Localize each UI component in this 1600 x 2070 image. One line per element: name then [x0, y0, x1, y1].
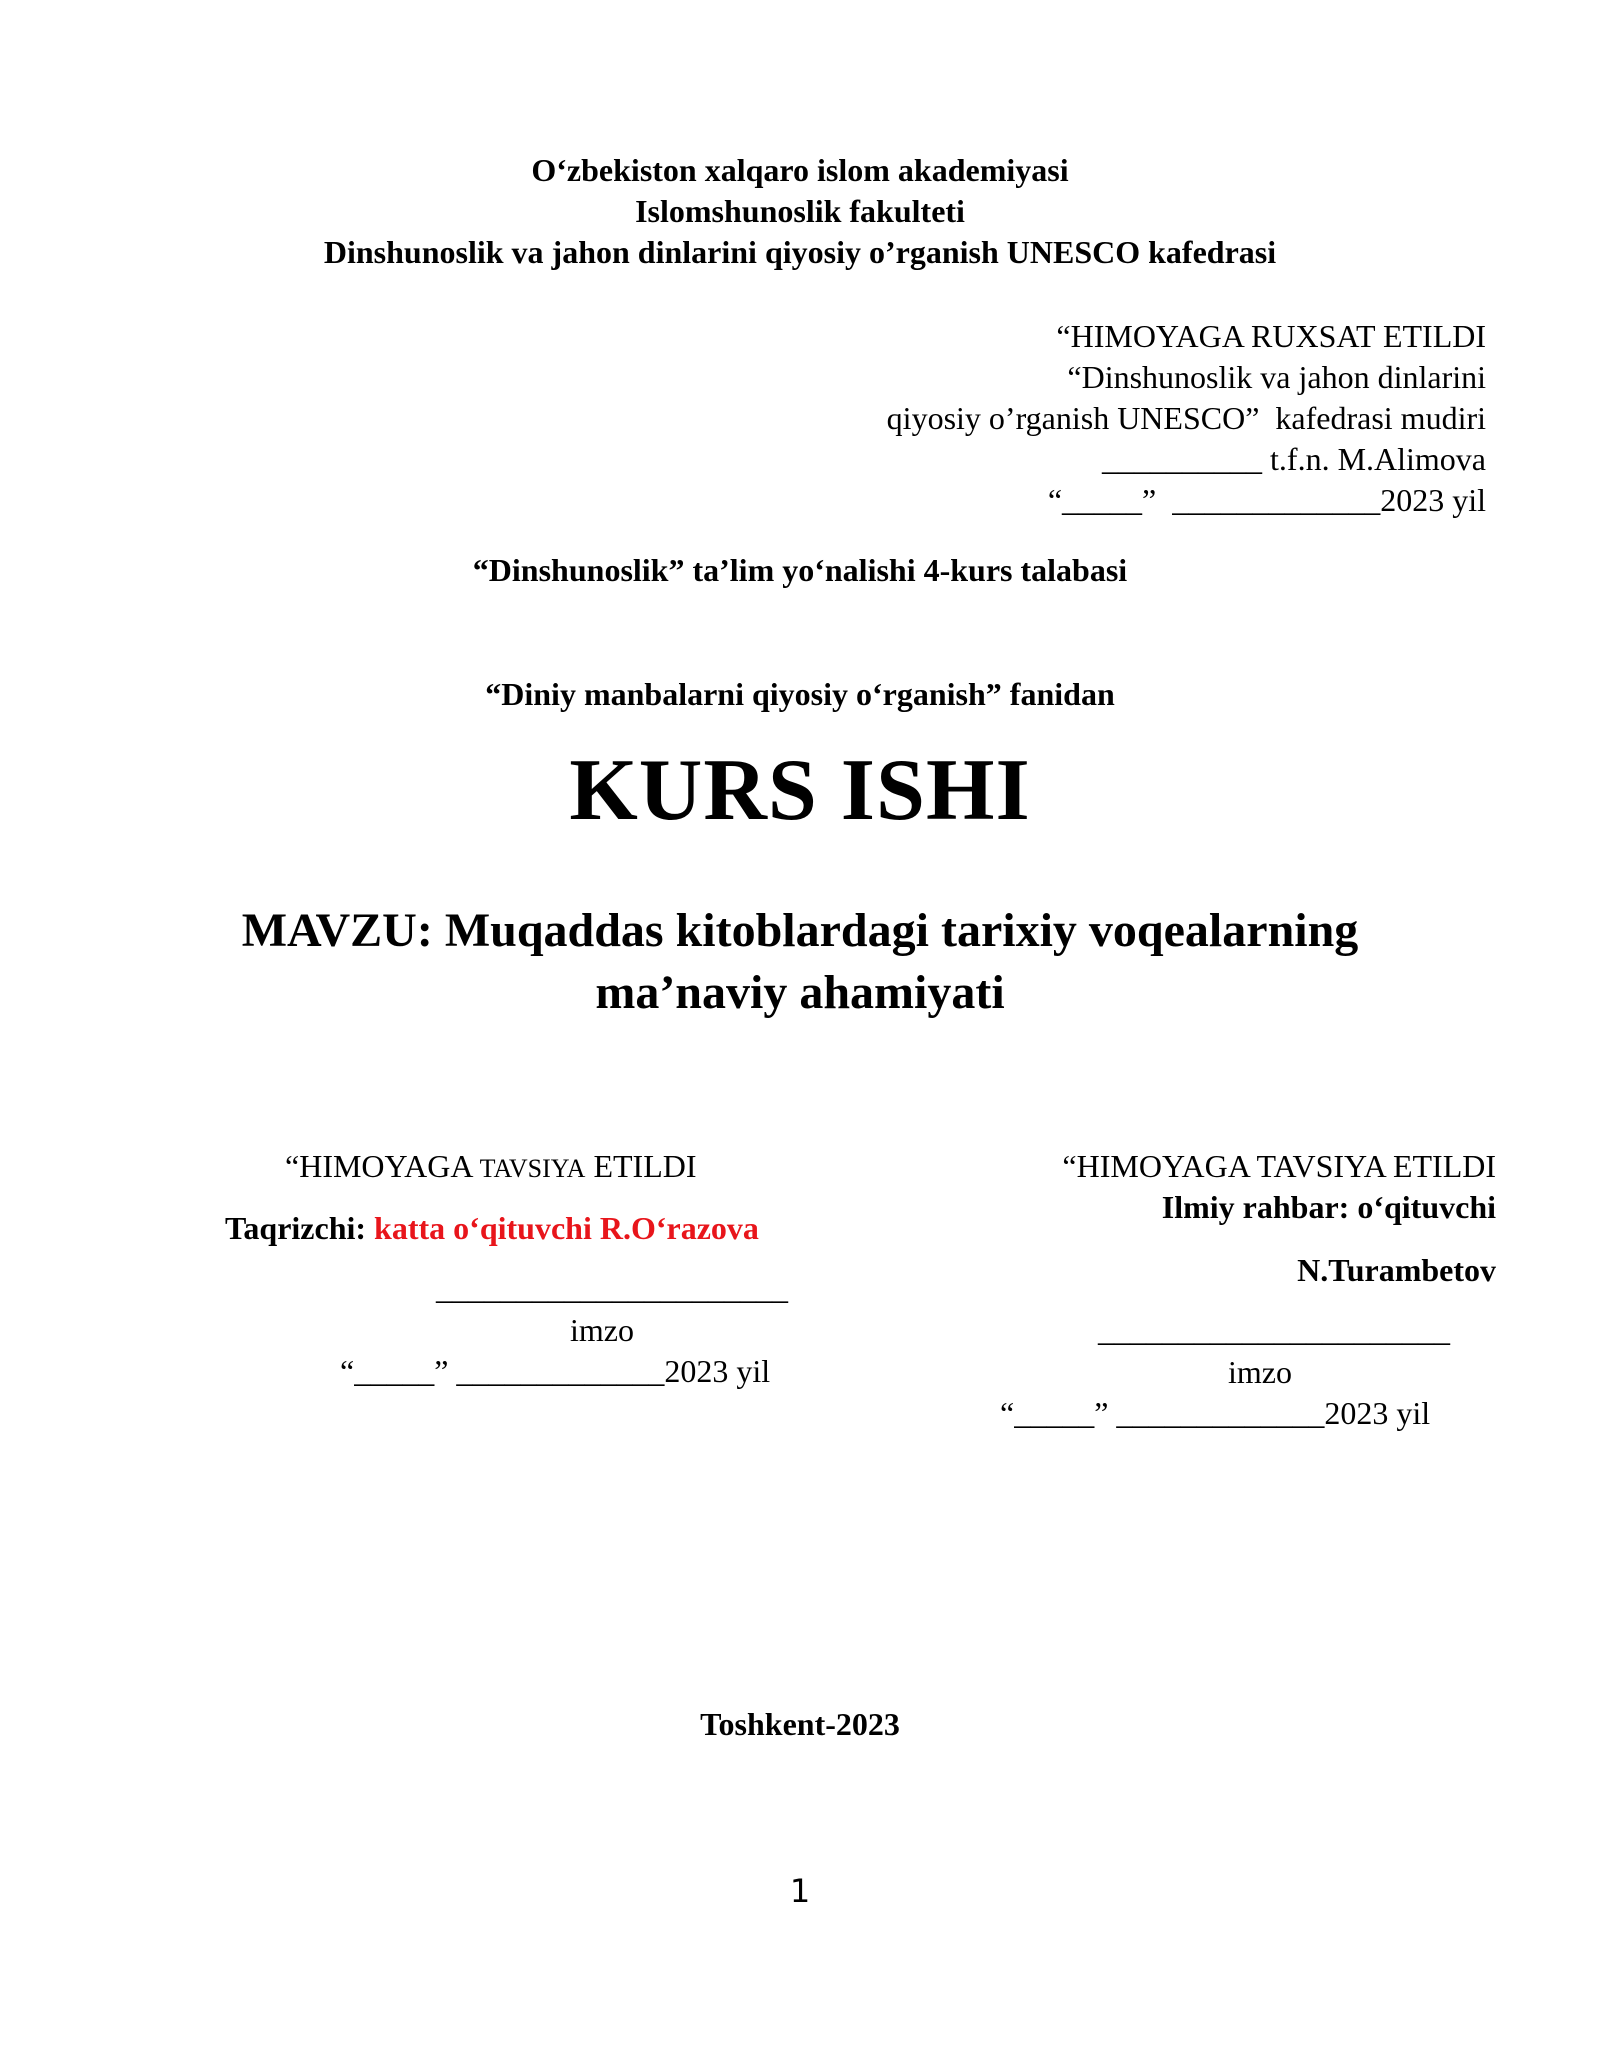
approval-signature-name: __________ t.f.n. M.Alimova — [1102, 441, 1486, 477]
institution-name: O‘zbekiston xalqaro islom akademiyasi — [531, 152, 1069, 188]
left-heading-part-a: “HIMOYAGA — [285, 1148, 480, 1184]
left-signature-line: ______________________ — [436, 1270, 788, 1306]
topic-line-2: ma’naviy ahamiyati — [595, 966, 1005, 1019]
reviewer-name: katta o‘qituvchi R.O‘razova — [374, 1210, 759, 1246]
left-recommend-heading — [285, 1146, 697, 1189]
left-date-line: “_____” _____________2023 yil — [340, 1353, 771, 1389]
right-signature-line: ______________________ — [1098, 1312, 1450, 1348]
topic-line-1: MAVZU: Muqaddas kitoblardagi tarixiy voqealarning — [241, 904, 1359, 957]
document-title: KURS ISHI — [569, 742, 1031, 839]
page-number: 1 — [789, 1872, 811, 1910]
department-name: Dinshunoslik va jahon dinlarini qiyosiy o’rganish UNESCO kafedrasi — [323, 234, 1277, 270]
approval-date: “_____” _____________2023 yil — [1047, 482, 1486, 518]
left-heading-part-c: ETILDI — [585, 1148, 697, 1184]
approval-block — [686, 316, 1486, 521]
reviewer-line — [225, 1208, 759, 1249]
supervisor-title: Ilmiy rahbar: o‘qituvchi — [1161, 1189, 1496, 1225]
left-heading-part-b: TAVSIYA — [479, 1154, 586, 1183]
city-year: Toshkent-2023 — [700, 1706, 900, 1742]
approval-department-line: “Dinshunoslik va jahon dinlarini — [1067, 359, 1486, 395]
right-recommend-heading: “HIMOYAGA TAVSIYA ETILDI — [1062, 1148, 1496, 1184]
reviewer-label: Taqrizchi: — [225, 1210, 375, 1246]
approval-heading: “HIMOYAGA RUXSAT ETILDI — [1056, 318, 1486, 354]
subject-line: “Diniy manbalarni qiyosiy o‘rganish” fanidan — [485, 676, 1115, 712]
left-signature-label: imzo — [570, 1312, 634, 1348]
right-date-line: “_____” _____________2023 yil — [1000, 1395, 1431, 1431]
approval-head-title: qiyosiy o’rganish UNESCO” kafedrasi mudiri — [886, 400, 1486, 436]
student-line: “Dinshunoslik” ta’lim yo‘nalishi 4-kurs talabasi — [472, 552, 1128, 588]
faculty-name: Islomshunoslik fakulteti — [635, 193, 965, 229]
supervisor-name: N.Turambetov — [1297, 1252, 1496, 1288]
right-signature-label: imzo — [1228, 1354, 1292, 1390]
